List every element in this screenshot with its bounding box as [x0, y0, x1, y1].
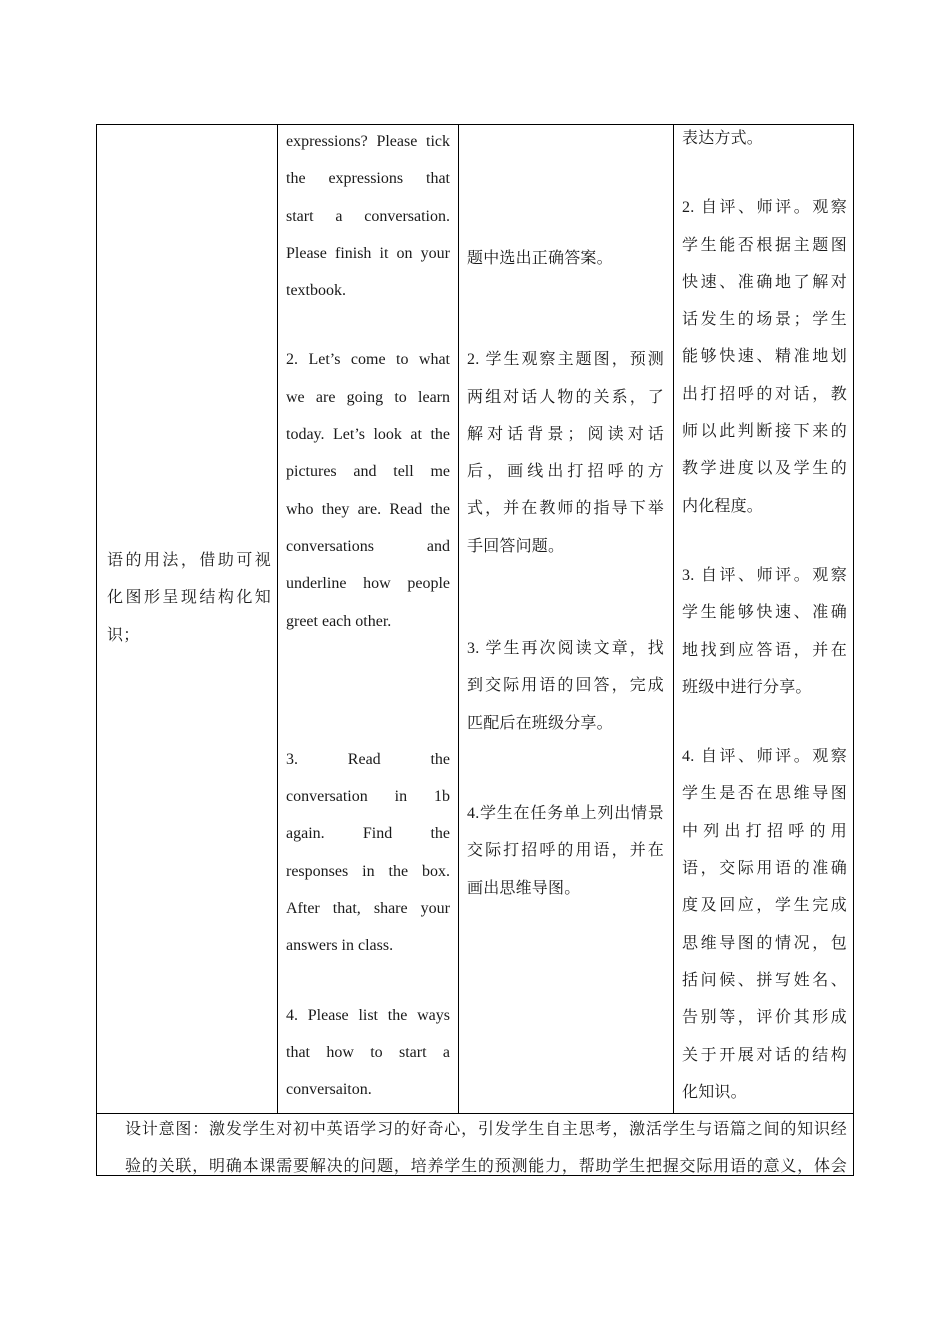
- assessment-line: 出打招呼的对话，教: [682, 385, 847, 403]
- assessment-2: [682, 189, 847, 525]
- activity-line: textbook.: [286, 282, 346, 300]
- activity-line: 画出思维导图。: [467, 879, 581, 897]
- assessment-line: 学生能够快速、准确: [682, 604, 847, 622]
- activity-line: 到交际用语的回答，完成: [467, 677, 664, 695]
- column-divider-2: [458, 125, 459, 1113]
- teacher-activity-3: [286, 741, 450, 965]
- activity-line: who they are. Read the: [286, 500, 450, 518]
- activity-line: 两组对话人物的关系，了: [467, 388, 664, 406]
- assessment-line: 思维导图的情况，包: [682, 934, 847, 952]
- assessment-cell: [682, 120, 847, 1111]
- activity-line: answers in class.: [286, 937, 394, 955]
- activity-line: 4.学生在任务单上列出情景: [467, 804, 664, 822]
- assessment-line: 4. 自评、师评。观察: [682, 748, 847, 766]
- column-divider-1: [277, 125, 278, 1113]
- student-activity-2: [467, 341, 664, 565]
- teacher-activity-2: [286, 341, 450, 639]
- assessment-line: 师以此判断接下来的: [682, 423, 847, 441]
- teacher-activity-1: [286, 123, 450, 309]
- teacher-activity-cell: [286, 123, 450, 1109]
- activity-line: 2. 学生观察主题图，预测: [467, 351, 664, 369]
- design-intent-line: 设计意图：激发学生对初中英语学习的好奇心，引发学生自主思考，激活学生与语篇之间的知识经: [125, 1121, 847, 1138]
- activity-line: 匹配后在班级分享。: [467, 714, 613, 732]
- assessment-line: 中列出打招呼的用: [682, 822, 847, 840]
- assessment-line: 班级中进行分享。: [682, 678, 812, 696]
- assessment-line: 话发生的场景；学生: [682, 311, 847, 329]
- assessment-line: 度及回应，学生完成: [682, 897, 847, 915]
- activity-line: we are going to learn: [286, 388, 450, 406]
- activity-line: underline how people: [286, 575, 450, 593]
- student-activity-4: [467, 795, 664, 907]
- activity-line: 题中选出正确答案。: [467, 250, 613, 267]
- activity-line: start a conversation.: [286, 207, 450, 225]
- assessment-line: 快速、准确地了解对: [682, 273, 847, 291]
- assessment-4: [682, 738, 847, 1111]
- activity-line: today. Let’s look at the: [286, 426, 450, 444]
- teacher-activity-4: [286, 997, 450, 1109]
- objective-line: 识；: [107, 626, 140, 644]
- activity-line: 式，并在教师的指导下举: [467, 500, 664, 518]
- assessment-line: 表达方式。: [682, 130, 764, 147]
- activity-line: 手回答问题。: [467, 537, 565, 555]
- assessment-line: 能够快速、精准地划: [682, 348, 847, 366]
- student-activity-1: [467, 240, 664, 277]
- assessment-line: 内化程度。: [682, 497, 764, 515]
- design-intent-line: 验的关联，明确本课需要解决的问题，培养学生的预测能力，帮助学生把握交际用语的意义，体会: [125, 1158, 847, 1176]
- assessment-line: 告别等，评价其形成: [682, 1009, 847, 1027]
- activity-line: that how to start a: [286, 1043, 450, 1061]
- assessment-line: 教学进度以及学生的: [682, 460, 847, 478]
- activity-line: 后，画线出打招呼的方: [467, 463, 664, 481]
- activity-line: 3. 学生再次阅读文章，找: [467, 640, 664, 658]
- activity-line: the expressions that: [286, 170, 450, 188]
- activity-line: again. Find the: [286, 825, 450, 843]
- student-activity-3: [467, 630, 664, 742]
- lesson-table: [96, 124, 854, 1176]
- activity-line: 解对话背景；阅读对话: [467, 425, 664, 443]
- assessment-line: 地找到应答语，并在: [682, 641, 847, 659]
- activity-line: pictures and tell me: [286, 463, 450, 481]
- objective-line: 化图形呈现结构化知: [107, 589, 271, 607]
- student-activity-cell: [467, 240, 664, 907]
- activity-line: expressions? Please tick: [286, 133, 450, 150]
- assessment-line: 语，交际用语的准确: [682, 860, 847, 878]
- activity-line: responses in the box.: [286, 862, 450, 880]
- objective-line: 语的用法，借助可视: [107, 552, 271, 569]
- objective-cell: [107, 542, 271, 654]
- activity-line: Please finish it on your: [286, 244, 450, 262]
- assessment-line: 关于开展对话的结构: [682, 1046, 847, 1064]
- activity-line: greet each other.: [286, 612, 392, 630]
- assessment-line: 2. 自评、师评。观察: [682, 199, 847, 217]
- assessment-3: [682, 557, 847, 706]
- assessment-1: [682, 120, 847, 157]
- assessment-line: 3. 自评、师评。观察: [682, 566, 847, 584]
- activity-line: conversations and: [286, 537, 450, 555]
- activity-line: 3. Read the: [286, 750, 450, 768]
- assessment-line: 学生是否在思维导图: [682, 785, 847, 803]
- design-intent-cell: [97, 1111, 853, 1186]
- assessment-line: 化知识。: [682, 1083, 747, 1101]
- activity-line: 交际打招呼的用语，并在: [467, 842, 664, 860]
- activity-line: conversaiton.: [286, 1081, 372, 1099]
- activity-line: conversation in 1b: [286, 788, 450, 806]
- assessment-line: 学生能否根据主题图: [682, 236, 847, 254]
- activity-line: After that, share your: [286, 900, 450, 918]
- activity-line: 2. Let’s come to what: [286, 351, 450, 369]
- column-divider-3: [673, 125, 674, 1113]
- assessment-line: 括问候、拼写姓名、: [682, 971, 847, 989]
- activity-line: 4. Please list the ways: [286, 1006, 450, 1024]
